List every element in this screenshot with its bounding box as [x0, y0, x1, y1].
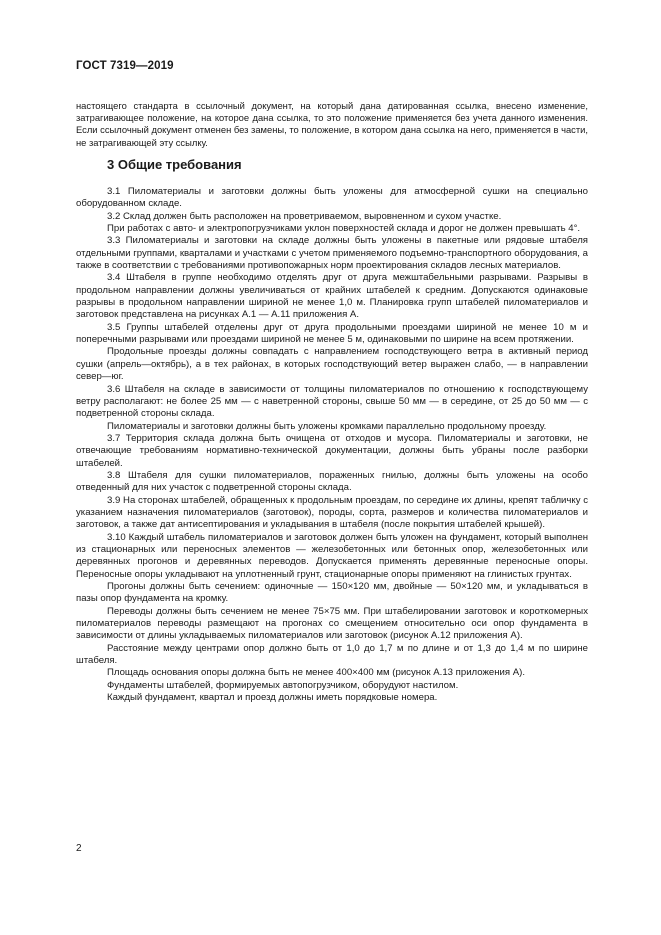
page-number: 2	[76, 843, 82, 854]
paragraph: 3.4 Штабеля в группе необходимо отделять друг от друга межштабельными разрывами. Разрывы в продольном направлении должны увеличиваться от крайних штабелей к средним. Допускаются одинаковые разрывы в продольном направлении шириной не менее 1,0 м. Планировка групп штабелей пиломатериалов и заготовок представлена на рисунках А.1 — А.11 приложения А.	[76, 272, 588, 321]
paragraph: 3.3 Пиломатериалы и заготовки на складе должны быть уложены в пакетные или рядовые штабеля отдельными группами, кварталами и участками с учетом применяемого подъемно-транспортного оборудования, а также в соответствии с требованиями противопожарных норм проектирования складов лесных материалов.	[76, 235, 588, 272]
paragraph: Площадь основания опоры должна быть не менее 400×400 мм (рисунок А.13 приложения А).	[107, 667, 526, 679]
paragraph: Каждый фундамент, квартал и проезд должны иметь порядковые номера.	[107, 692, 438, 704]
paragraph: Продольные проезды должны совпадать с направлением господствующего ветра в активный период сушки (апрель—октябрь), а в тех районах, в которых господствующий ветер выражен слабо, — в направлении север—юг.	[76, 346, 588, 383]
paragraph: 3.8 Штабеля для сушки пиломатериалов, пораженных гнилью, должны быть уложены на особо отведенный для них участок с подветренной стороны склада.	[76, 469, 588, 494]
paragraph: Расстояние между центрами опор должно быть от 1,0 до 1,7 м по длине и от 1,3 до 1,4 м по ширине штабеля.	[76, 642, 588, 667]
paragraph: 3.7 Территория склада должна быть очищена от отходов и мусора. Пиломатериалы и заготовки, не отвечающие требованиям нормативно-технической документации, должны быть убраны после разборки штабелей.	[76, 432, 588, 469]
paragraph: Пиломатериалы и заготовки должны быть уложены кромками параллельно продольному проезду.	[107, 420, 547, 432]
paragraph: 3.2 Склад должен быть расположен на проветриваемом, выровненном и сухом участке.	[107, 210, 502, 222]
paragraph: 3.1 Пиломатериалы и заготовки должны быть уложены для атмосферной сушки на специально оборудованном складе.	[76, 186, 588, 210]
paragraph: Переводы должны быть сечением не менее 75×75 мм. При штабелировании заготовок и короткомерных пиломатериалов переводы размещают на прогонах со смещением относительно оси опор фундамента в зависимости от длины укладываемых пиломатериалов или заготовок (рисунок А.12 приложения А).	[76, 605, 588, 642]
document-code: ГОСТ 7319—2019	[76, 60, 174, 72]
paragraph: 3.6 Штабеля на складе в зависимости от толщины пиломатериалов по отношению к господствующему ветру располагают: не более 25 мм — с наветренной стороны, свыше 50 мм — в середине, от 25 до 50 мм — с подветренной стороны склада.	[76, 383, 588, 420]
section-body	[76, 186, 588, 704]
paragraph: Фундаменты штабелей, формируемых автопогрузчиком, оборудуют настилом.	[107, 679, 459, 691]
paragraph: 3.9 На сторонах штабелей, обращенных к продольным проездам, по середине их длины, крепят табличку с указанием назначения пиломатериалов (заготовок), породы, сорта, размеров и количества пиломатериалов и заготовок, а также дат антисептирования и укладывания в штабеля (после покрытия штабелей крышей).	[76, 494, 588, 531]
paragraph: 3.5 Группы штабелей отделены друг от друга продольными проездами шириной не менее 10 м и поперечными разрывами или проездами шириной не менее 5 м, одинаковыми по ширине на всем протяжении.	[76, 321, 588, 346]
paragraph: Прогоны должны быть сечением: одиночные — 150×120 мм, двойные — 50×120 мм, и укладываться в пазы опор фундамента на кромку.	[76, 581, 588, 605]
paragraph: При работах с авто- и электропогрузчиками уклон поверхностей склада и дорог не должен превышать 4°.	[107, 223, 581, 235]
intro-paragraph: настоящего стандарта в ссылочный документ, на который дана датированная ссылка, внесено изменение, затрагивающее положение, на которое дана ссылка, то это положение применяется без учета данного изменения. Если ссылочный документ отменен без замены, то положение, в котором дана ссылка на него, применяется в части, не затрагивающей эту ссылку.	[76, 100, 588, 148]
section-title: 3 Общие требования	[107, 157, 242, 172]
paragraph: 3.10 Каждый штабель пиломатериалов и заготовок должен быть уложен на фундамент, который выполнен из стационарных или переносных элементов — железобетонных или бетонных опор, железобетонных или деревянных прогонов и деревянных переводов. Допускается применять деревянные переносные опоры. Переносные опоры укладывают на уплотненный грунт, стационарные опоры применяют на глинистых грунтах.	[76, 531, 588, 580]
